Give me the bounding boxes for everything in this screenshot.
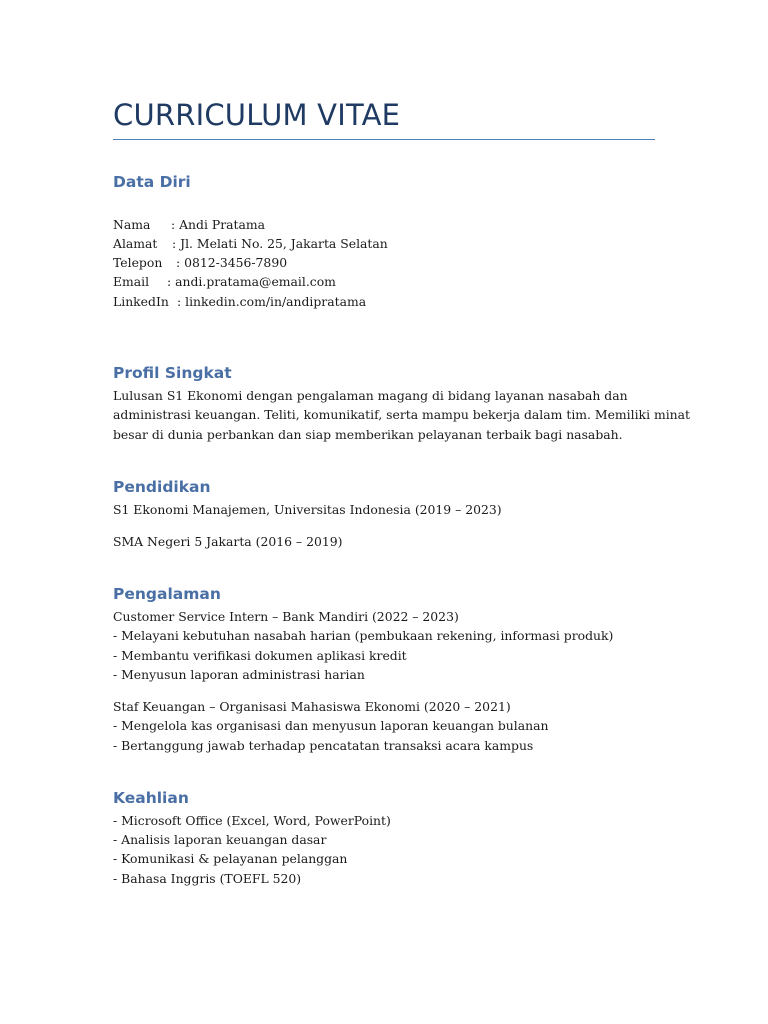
job-title: Staf Keuangan – Organisasi Mahasiswa Ekonomi (2020 – 2021) bbox=[113, 699, 511, 714]
job-bullet: - Membantu verifikasi dokumen aplikasi kredit bbox=[113, 648, 407, 663]
label-telepon: Telepon bbox=[113, 255, 163, 270]
skill-item: - Microsoft Office (Excel, Word, PowerPoint) bbox=[113, 813, 391, 828]
value-telepon: : 0812-3456-7890 bbox=[176, 255, 288, 270]
heading-data-diri: Data Diri bbox=[113, 173, 191, 191]
profil-paragraph bbox=[113, 386, 691, 444]
job-bullet: - Melayani kebutuhan nasabah harian (pembukaan rekening, informasi produk) bbox=[113, 628, 614, 643]
job-title: Customer Service Intern – Bank Mandiri (2022 – 2023) bbox=[113, 609, 459, 624]
row-alamat bbox=[113, 234, 388, 253]
skill-item: - Komunikasi & pelayanan pelanggan bbox=[113, 851, 348, 866]
profil-line: administrasi keuangan. Teliti, komunikatif, serta mampu bekerja dalam tim. Memiliki minat bbox=[113, 407, 691, 423]
value-alamat: : Jl. Melati No. 25, Jakarta Selatan bbox=[172, 236, 388, 251]
skill-item: - Bahasa Inggris (TOEFL 520) bbox=[113, 871, 302, 886]
label-alamat: Alamat bbox=[113, 236, 158, 251]
profil-line: Lulusan S1 Ekonomi dengan pengalaman magang di bidang layanan nasabah dan bbox=[113, 388, 628, 403]
label-nama: Nama bbox=[113, 217, 151, 232]
row-linkedin bbox=[113, 292, 366, 311]
label-linkedin: LinkedIn bbox=[113, 294, 169, 309]
profil-line: besar di dunia perbankan dan siap memberikan pelayanan terbaik bagi nasabah. bbox=[113, 426, 623, 442]
value-nama: : Andi Pratama bbox=[171, 217, 266, 232]
job-bullet: - Mengelola kas organisasi dan menyusun laporan keuangan bulanan bbox=[113, 718, 549, 733]
value-email: : andi.pratama@email.com bbox=[167, 274, 336, 289]
row-email bbox=[113, 272, 336, 291]
pendidikan-item: SMA Negeri 5 Jakarta (2016 – 2019) bbox=[113, 534, 343, 549]
row-nama bbox=[113, 215, 265, 234]
heading-pengalaman: Pengalaman bbox=[113, 585, 221, 603]
job-bullet: - Menyusun laporan administrasi harian bbox=[113, 667, 365, 682]
title-divider bbox=[113, 139, 655, 140]
heading-pendidikan: Pendidikan bbox=[113, 478, 211, 496]
heading-keahlian: Keahlian bbox=[113, 789, 189, 807]
value-linkedin: : linkedin.com/in/andipratama bbox=[177, 294, 367, 309]
row-telepon bbox=[113, 253, 287, 272]
document-title: CURRICULUM VITAE bbox=[113, 98, 401, 132]
label-email: Email bbox=[113, 274, 150, 289]
job-bullet: - Bertanggung jawab terhadap pencatatan transaksi acara kampus bbox=[113, 738, 534, 753]
heading-profil-singkat: Profil Singkat bbox=[113, 364, 232, 382]
skill-item: - Analisis laporan keuangan dasar bbox=[113, 832, 327, 847]
pendidikan-item: S1 Ekonomi Manajemen, Universitas Indonesia (2019 – 2023) bbox=[113, 502, 502, 517]
